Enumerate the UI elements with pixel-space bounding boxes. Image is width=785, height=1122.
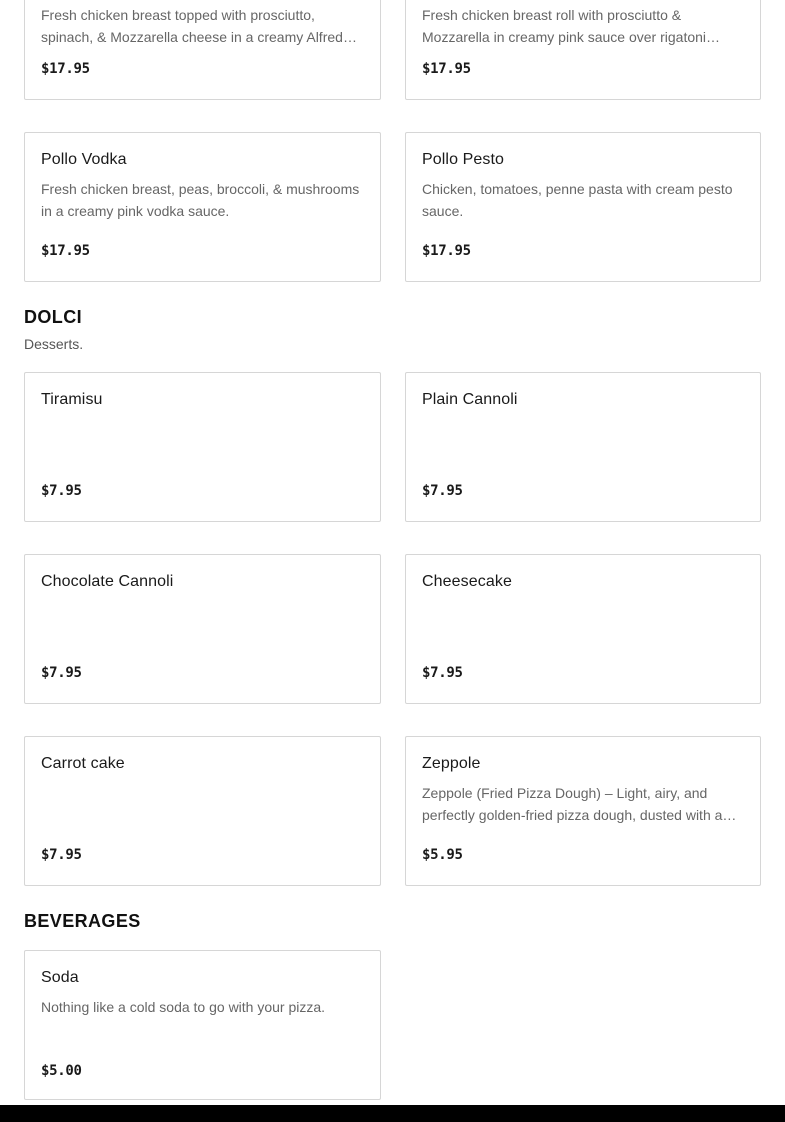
menu-item-card-pollo-vodka[interactable] [24, 132, 381, 282]
section-title-dolci: DOLCI [24, 307, 82, 327]
item-price: $7.95 [422, 665, 463, 681]
item-description: Nothing like a cold soda to go with your pizza. [41, 999, 326, 1015]
item-description: Fresh chicken breast topped with prosciutto, spinach, & Mozzarella cheese in a creamy Alfredo [41, 7, 351, 45]
section-subtitle-dolci: Desserts. [24, 336, 84, 352]
item-price: $17.95 [422, 243, 471, 259]
item-name: Carrot cake [41, 755, 125, 772]
menu-item-card[interactable] [405, 0, 761, 100]
item-description: Fresh chicken breast roll with prosciutto & Mozzarella in creamy pink sauce over rigatoni [422, 7, 707, 45]
item-price: $17.95 [422, 61, 471, 77]
menu-item-card-tiramisu[interactable] [24, 372, 381, 522]
menu-item-card-zeppole[interactable] [405, 736, 761, 886]
item-price: $7.95 [41, 483, 82, 499]
item-price: $5.95 [422, 847, 463, 863]
section-title-beverages: BEVERAGES [24, 911, 141, 931]
menu-item-card-pollo-pesto[interactable] [405, 132, 761, 282]
item-description: Fresh chicken breast, peas, broccoli, & mushrooms in a creamy pink vodka sauce. [41, 181, 360, 219]
menu-item-card-plain-cannoli[interactable] [405, 372, 761, 522]
menu-item-card-cheesecake[interactable] [405, 554, 761, 704]
item-name: Zeppole [422, 755, 481, 772]
item-price: $5.00 [41, 1063, 82, 1079]
item-name: Cheesecake [422, 573, 512, 590]
item-name: Chocolate Cannoli [41, 573, 174, 590]
item-price: $7.95 [41, 847, 82, 863]
menu-item-card-carrot-cake[interactable] [24, 736, 381, 886]
item-price: $17.95 [41, 243, 90, 259]
item-name: Pollo Vodka [41, 151, 127, 168]
menu-item-card-soda[interactable] [24, 950, 381, 1100]
item-price: $7.95 [422, 483, 463, 499]
item-price: $7.95 [41, 665, 82, 681]
item-name: Pollo Pesto [422, 151, 505, 168]
item-price: $17.95 [41, 61, 90, 77]
menu-item-card-chocolate-cannoli[interactable] [24, 554, 381, 704]
item-name: Soda [41, 969, 79, 986]
menu-item-card[interactable] [24, 0, 381, 100]
item-description: Zeppole (Fried Pizza Dough) – Light, airy, and perfectly golden-fried pizza dough, dusted with a [422, 785, 723, 823]
item-name: Plain Cannoli [422, 391, 518, 408]
item-name: Tiramisu [41, 391, 103, 408]
footer-bar [0, 1105, 785, 1122]
item-description: Chicken, tomatoes, penne pasta with cream pesto sauce. [422, 181, 733, 219]
